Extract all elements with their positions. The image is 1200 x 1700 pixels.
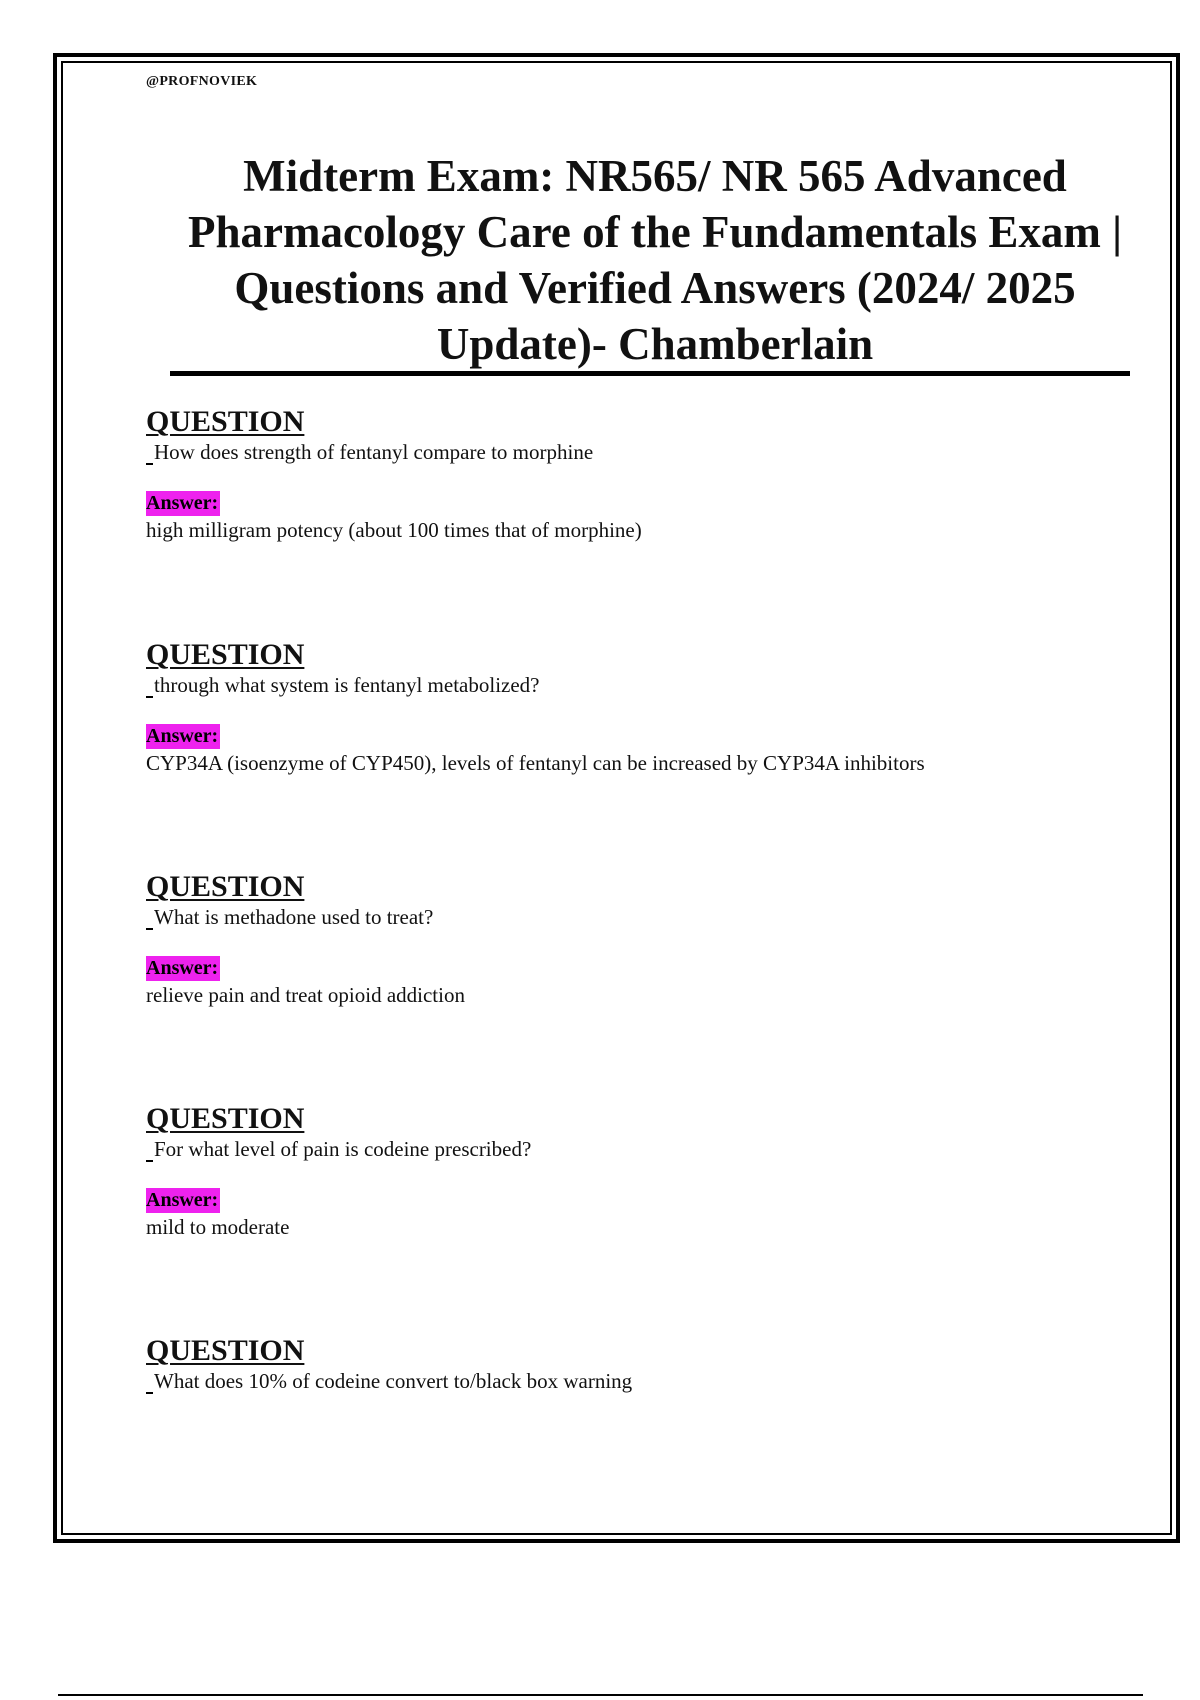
title-underline (170, 371, 1130, 376)
answer-label: Answer: (146, 492, 219, 514)
answer-text: CYP34A (isoenzyme of CYP450), levels of fentanyl can be increased by CYP34A inhibitors (146, 751, 925, 775)
qa-item (146, 1334, 1136, 1394)
question-text (146, 672, 1136, 698)
qa-item (146, 405, 1136, 544)
qa-item (146, 638, 1136, 777)
question-text (146, 904, 1136, 930)
question-heading: QUESTION (146, 405, 305, 438)
question-text-content: How does strength of fentanyl compare to morphine (154, 440, 594, 464)
watermark: @PROFNOVIEK (146, 74, 258, 89)
question-dash (146, 928, 153, 930)
qa-item (146, 870, 1136, 1009)
question-dash (146, 1392, 153, 1394)
question-text (146, 1368, 1136, 1394)
question-dash (146, 463, 153, 465)
question-heading: QUESTION (146, 1102, 305, 1135)
question-dash (146, 696, 153, 698)
answer-text: relieve pain and treat opioid addiction (146, 983, 465, 1007)
question-heading: QUESTION (146, 638, 305, 671)
question-text (146, 1136, 1136, 1162)
question-text (146, 439, 1136, 465)
answer-text: high milligram potency (about 100 times that of morphine) (146, 518, 642, 542)
answer-label: Answer: (146, 957, 219, 979)
qa-item (146, 1102, 1136, 1241)
question-heading: QUESTION (146, 1334, 305, 1367)
document-title: Midterm Exam: NR565/ NR 565 Advanced Pharmacology Care of the Fundamentals Exam | Questions and Verified Answers (2024/ 2025 Update)- Chamberlain (187, 151, 1122, 369)
footer-divider (58, 1694, 1143, 1696)
question-heading: QUESTION (146, 870, 305, 903)
question-text-content: What is methadone used to treat? (154, 905, 434, 929)
question-dash (146, 1160, 153, 1162)
question-text-content: What does 10% of codeine convert to/black box warning (154, 1369, 633, 1393)
question-text-content: For what level of pain is codeine prescribed? (154, 1137, 532, 1161)
question-text-content: through what system is fentanyl metabolized? (154, 673, 540, 697)
answer-text: mild to moderate (146, 1215, 290, 1239)
answer-label: Answer: (146, 1189, 219, 1211)
answer-label: Answer: (146, 725, 219, 747)
